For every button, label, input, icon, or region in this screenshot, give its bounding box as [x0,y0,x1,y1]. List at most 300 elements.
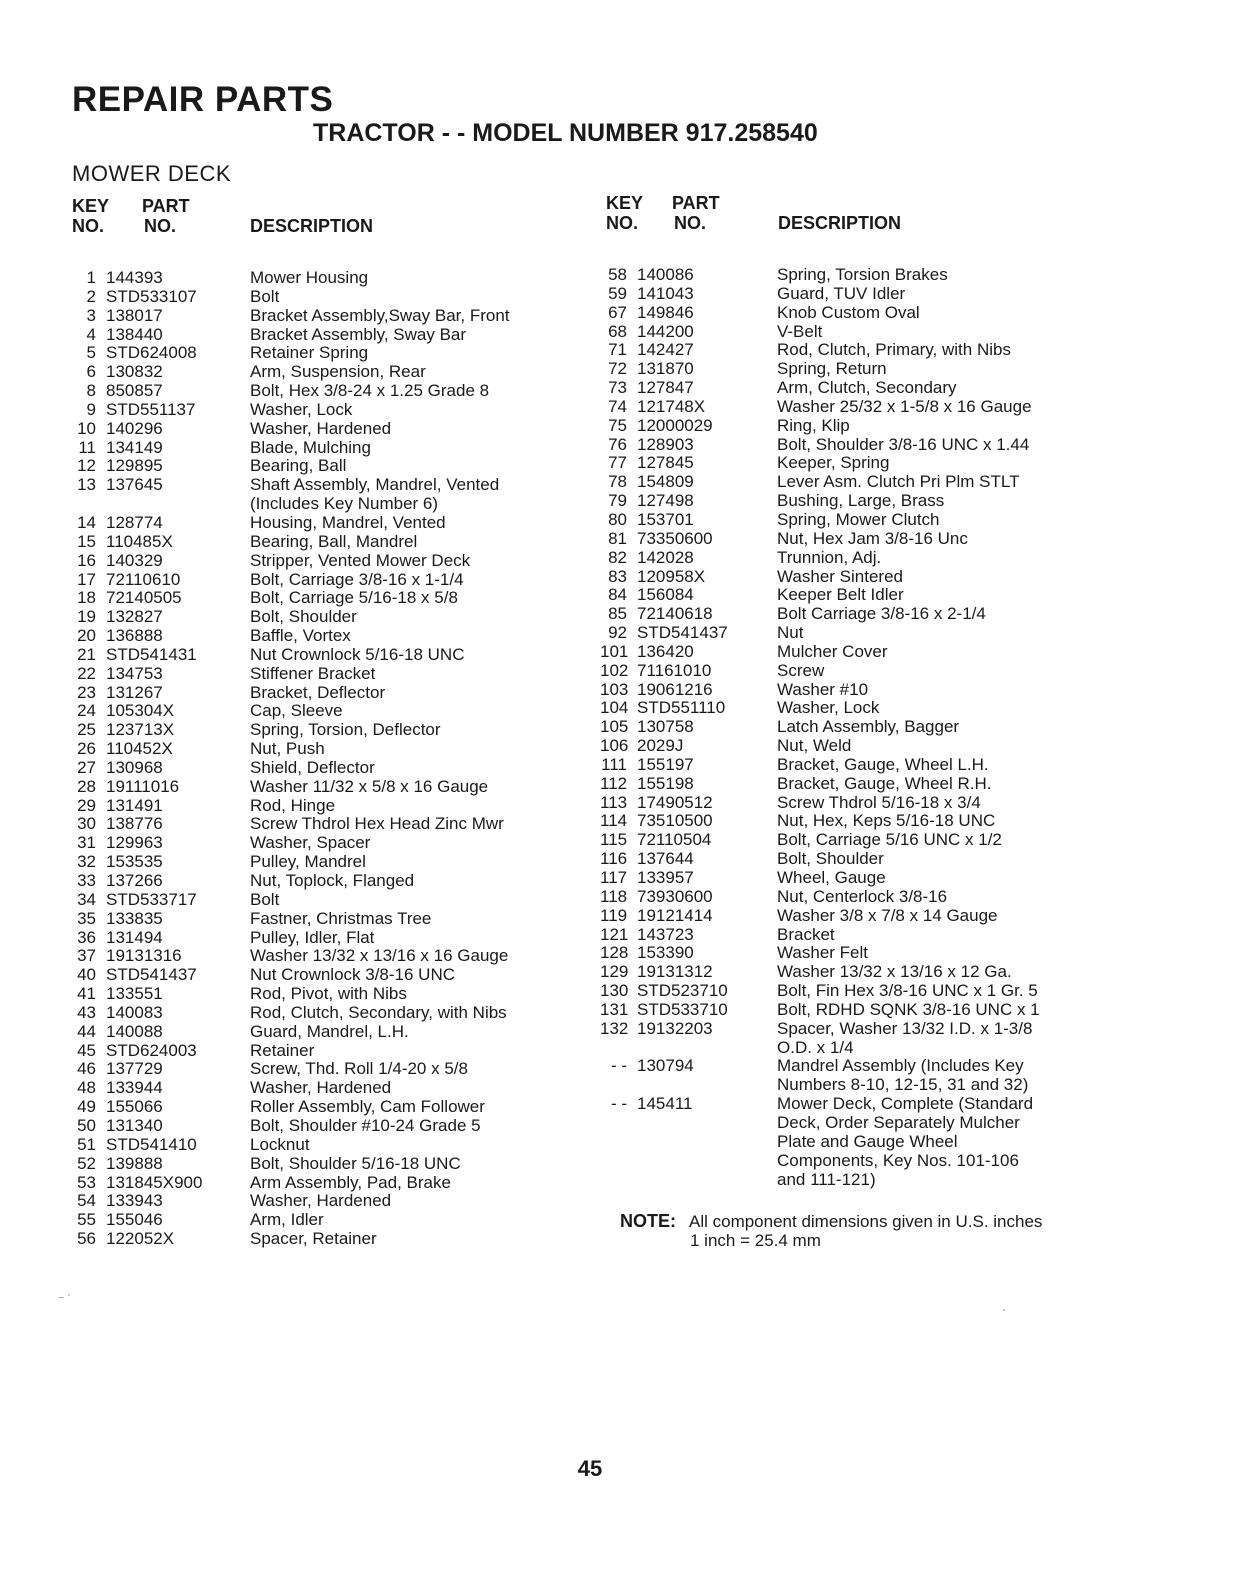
description-line: Bolt, Shoulder [250,607,357,627]
key-number: 37 [77,946,96,966]
part-row [72,1230,570,1249]
part-description [250,759,570,778]
key-number: 75 [608,415,627,435]
description-line: Bearing, Ball [250,456,347,476]
part-description [250,439,570,458]
part-description [777,718,1087,737]
part-row [600,794,1087,813]
part-description [777,681,1087,700]
part-description [250,1079,570,1098]
part-number: 142028 [637,547,694,567]
part-description [777,1057,1087,1095]
part-description [250,684,570,703]
key-number: 22 [77,663,96,683]
part-number: 131491 [106,795,163,815]
part-number: 153535 [106,852,163,872]
part-description [777,624,1087,643]
part-row [600,812,1087,831]
part-row [72,665,570,684]
part-number: STD541431 [106,644,197,664]
page-title: REPAIR PARTS [72,80,334,119]
key-number: 129 [600,962,629,982]
key-number: 52 [77,1153,96,1173]
description-line: Bracket, Gauge, Wheel R.H. [777,773,992,793]
part-row [600,549,1087,568]
description-line: Bolt, Carriage 5/16-18 x 5/8 [250,588,458,608]
part-row [72,985,570,1004]
key-number: 59 [608,283,627,303]
key-header-line2: NO. [72,216,105,236]
description-line: Bracket, Gauge, Wheel L.H. [777,754,989,774]
description-line: Bolt, Fin Hex 3/8-16 UNC x 1 Gr. 5 [777,981,1038,1001]
description-line: Washer, Hardened [250,1078,392,1098]
description-line: Washer, Hardened [250,1191,392,1211]
key-no-header [606,193,643,233]
description-line: Bolt, RDHD SQNK 3/8-16 UNC x 1 [777,999,1040,1019]
description-line: Nut, Hex Jam 3/8-16 Unc [777,528,968,548]
part-description [250,665,570,684]
part-row [600,605,1087,624]
description-line: Bracket Assembly,Sway Bar, Front [250,305,510,325]
key-number: 14 [77,512,96,532]
part-number: 129895 [106,456,163,476]
key-number: 106 [600,736,629,756]
part-row [72,1155,570,1174]
key-number: 72 [608,359,627,379]
part-row [72,1136,570,1155]
part-row [72,1211,570,1230]
description-line: Washer Sintered [777,566,903,586]
part-number: STD533107 [106,286,197,306]
part-row [72,1060,570,1079]
key-number: 36 [77,927,96,947]
part-description [777,982,1087,1001]
part-row [600,944,1087,963]
part-number: 72140505 [106,588,182,608]
part-description [777,360,1087,379]
description-line: Baffle, Vortex [250,626,351,646]
part-description [250,1098,570,1117]
part-description [250,457,570,476]
part-description [777,379,1087,398]
key-number: 130 [600,981,629,1001]
part-description [250,853,570,872]
description-line: Retainer Spring [250,343,369,363]
description-line: Washer Felt [777,943,869,963]
part-row [600,586,1087,605]
part-description [250,589,570,608]
part-description [250,1155,570,1174]
key-header-line1: KEY [606,193,644,213]
part-description [777,454,1087,473]
part-number: 133835 [106,908,163,928]
description-line: Bracket Assembly, Sway Bar [250,324,467,344]
part-row [600,1001,1087,1020]
part-description [250,872,570,891]
part-description [250,533,570,552]
part-row [72,363,570,382]
key-number: 54 [77,1191,96,1211]
part-number: 71161010 [637,660,712,680]
part-row [72,759,570,778]
description-line: Bolt, Shoulder 3/8-16 UNC x 1.44 [777,434,1030,454]
key-number: 21 [77,644,96,664]
part-number: 133943 [106,1191,163,1211]
part-header-line1: PART [672,193,720,213]
part-number: 134753 [106,663,163,683]
part-row [600,436,1087,455]
part-number: 120958X [637,566,706,586]
description-line: Bearing, Ball, Mandrel [250,531,418,551]
part-row [72,797,570,816]
part-number: 154809 [637,472,694,492]
part-description [250,401,570,420]
description-line: Arm Assembly, Pad, Brake [250,1172,451,1192]
part-number: 155066 [106,1097,163,1117]
part-description [777,266,1087,285]
description-line: Spacer, Washer 13/32 I.D. x 1-3/8 [777,1018,1033,1038]
key-number: 58 [608,265,627,284]
part-number: 19131312 [637,962,713,982]
key-header-line1: KEY [72,196,110,216]
description-line: Bushing, Large, Brass [777,491,945,511]
part-row [72,401,570,420]
part-description [777,1020,1087,1058]
part-row [600,454,1087,473]
part-number: 130968 [106,757,163,777]
description-line: Spacer, Retainer [250,1229,377,1249]
description-line: Blade, Mulching [250,437,371,457]
key-number: 8 [86,381,96,401]
part-description [250,382,570,401]
part-description [250,552,570,571]
description-line: Nut, Toplock, Flanged [250,871,415,890]
part-row [600,285,1087,304]
part-description [250,1023,570,1042]
description-line: Trunnion, Adj. [777,547,882,567]
part-number: 72110610 [106,569,181,589]
description-header: DESCRIPTION [778,213,902,233]
part-row [600,907,1087,926]
part-number: 128903 [637,434,694,454]
part-number: 850857 [106,381,163,401]
part-description [250,740,570,759]
part-number: 145411 [637,1094,693,1114]
key-number: 27 [77,757,96,777]
part-row [72,721,570,740]
description-line: Washer, Lock [250,399,353,419]
description-line: Wheel, Gauge [777,868,886,887]
part-number: 140329 [106,550,163,570]
model-subtitle: TRACTOR - - MODEL NUMBER 917.258540 [313,119,818,147]
part-description [777,304,1087,323]
part-description [250,797,570,816]
key-number: 32 [77,852,96,872]
key-number: 45 [77,1040,96,1060]
key-number: 114 [600,811,628,831]
part-description [777,794,1087,813]
part-description [777,285,1087,304]
part-row [600,699,1087,718]
part-row [72,1023,570,1042]
key-number: 18 [77,588,96,608]
part-number: 132827 [106,607,163,627]
part-row [600,775,1087,794]
part-number: 137645 [106,475,163,495]
description-line: Spring, Return [777,359,887,379]
description-line: Deck, Order Separately Mulcher [777,1112,1020,1132]
key-header-line2: NO. [606,213,639,233]
part-number: 136420 [637,641,694,661]
part-row [600,982,1087,1001]
key-number: 131 [600,999,629,1019]
part-description [250,514,570,533]
part-row [72,684,570,703]
key-number: 105 [600,717,629,737]
part-number: 131845X900 [106,1172,203,1192]
description-line: Arm, Suspension, Rear [250,362,426,382]
part-number: 19131316 [106,946,182,966]
key-number: 92 [608,623,627,643]
description-line: Bracket [777,924,835,944]
part-description [250,1042,570,1061]
description-line: Ring, Klip [777,415,850,435]
description-line: Bolt Carriage 3/8-16 x 2-1/4 [777,604,986,624]
description-line: Pulley, Idler, Flat [250,927,375,947]
part-row [72,1042,570,1061]
part-row [600,492,1087,511]
part-description [777,869,1087,888]
key-number: 23 [77,682,96,702]
key-number: 40 [77,965,96,985]
key-number: 28 [77,776,96,796]
part-description [777,417,1087,436]
part-description [250,476,570,514]
part-description [250,420,570,439]
part-description [250,344,570,363]
part-row [600,888,1087,907]
part-row [72,288,570,307]
part-number: 127498 [637,491,694,511]
part-row [72,872,570,891]
part-row [600,718,1087,737]
part-number: 131340 [106,1115,163,1135]
part-number: 144200 [637,321,694,341]
part-number: 105304X [106,701,175,721]
key-number: 119 [600,905,628,925]
part-number: 122052X [106,1229,175,1249]
part-header-line2: NO. [144,216,177,236]
part-number: 136888 [106,626,163,646]
part-row [72,269,570,288]
part-row [600,737,1087,756]
description-line: Washer, Hardened [250,418,392,438]
description-line: Keeper, Spring [777,453,890,473]
key-number: 10 [77,418,96,438]
part-description [777,341,1087,360]
part-row [72,552,570,571]
part-row [600,417,1087,436]
part-number: 129963 [106,833,163,853]
part-description [777,530,1087,549]
key-number: 29 [77,795,96,815]
description-line: Bolt, Shoulder 5/16-18 UNC [250,1153,461,1173]
part-number: STD551137 [106,399,196,419]
key-number: - - [610,1094,627,1114]
key-number: 111 [601,754,627,774]
part-row [72,571,570,590]
part-description [250,947,570,966]
description-line: Arm, Idler [250,1210,324,1230]
part-row [72,589,570,608]
key-number: 35 [77,908,96,928]
part-number: STD533710 [637,999,728,1019]
part-row [72,834,570,853]
part-number: 155046 [106,1210,163,1230]
part-row [600,850,1087,869]
note-text: All component dimensions given in U.S. inches [689,1212,1043,1231]
part-row [72,910,570,929]
part-description [250,891,570,910]
left-parts-list [72,269,570,1249]
part-number: 133551 [106,984,163,1004]
part-number: 138017 [106,305,163,325]
page-number: 45 [577,1456,603,1481]
part-description [777,473,1087,492]
key-number: 113 [600,792,628,812]
part-description [777,699,1087,718]
part-row [600,530,1087,549]
part-number: 149846 [637,302,694,322]
key-number: 121 [600,924,629,944]
description-line: (Includes Key Number 6) [250,494,439,514]
part-row [600,869,1087,888]
part-number: 131267 [106,682,163,702]
part-row [72,1117,570,1136]
part-number: STD541437 [637,623,728,643]
description-line: Nut Crownlock 5/16-18 UNC [250,644,465,664]
part-number: 19111016 [106,776,180,796]
part-number: 134149 [106,437,163,457]
description-line: V-Belt [777,321,823,341]
part-number: 137729 [106,1059,163,1079]
part-row [72,778,570,797]
key-number: 102 [600,660,629,680]
description-line: Pulley, Mandrel [250,852,366,872]
key-number: 53 [77,1172,96,1192]
part-number: 138776 [106,814,163,834]
key-number: 4 [86,324,96,344]
description-line: Bracket, Deflector [250,682,386,702]
part-row [600,681,1087,700]
description-line: Housing, Mandrel, Vented [250,512,446,532]
part-row [72,608,570,627]
key-number: 116 [600,849,628,869]
part-row [600,266,1087,285]
key-number: 3 [86,305,96,325]
part-row [72,307,570,326]
part-number: 130794 [637,1056,694,1076]
part-no-header [668,193,720,233]
description-line: Bolt, Shoulder [777,849,884,869]
part-no-header [138,196,190,236]
key-number: 115 [600,830,628,850]
description-line: Numbers 8-10, 12-15, 31 and 32) [777,1075,1029,1095]
part-number: 140296 [106,418,163,438]
part-description [250,1174,570,1193]
key-number: 33 [77,871,96,890]
part-row [600,379,1087,398]
scan-speck: · [1002,1302,1006,1316]
part-row [600,568,1087,587]
part-description [777,568,1087,587]
part-number: 127847 [637,378,694,398]
part-description [777,926,1087,945]
description-line: Screw Thdrol 5/16-18 x 3/4 [777,792,981,812]
description-line: Guard, Mandrel, L.H. [250,1021,409,1041]
key-number: 77 [608,453,627,473]
part-description [777,586,1087,605]
description-line: Rod, Hinge [250,795,336,815]
key-number: 117 [600,868,628,887]
description-line: Spring, Torsion Brakes [777,265,948,284]
description-line: Screw [777,660,825,680]
part-description [777,775,1087,794]
key-number: 73 [608,378,627,398]
part-row [72,420,570,439]
description-line: Plate and Gauge Wheel [777,1131,958,1151]
part-number: 19121414 [637,905,713,925]
description-line: Screw, Thd. Roll 1/4-20 x 5/8 [250,1059,468,1079]
key-number: 79 [608,491,627,511]
description-line: Bolt, Carriage 5/16 UNC x 1/2 [777,830,1002,850]
part-number: 73510500 [637,811,713,831]
key-no-header [72,196,109,236]
part-number: 143723 [637,924,694,944]
part-description [777,605,1087,624]
part-row [72,853,570,872]
part-description [777,492,1087,511]
part-description [250,910,570,929]
key-number: 46 [77,1059,96,1079]
key-number: 44 [77,1021,96,1041]
description-line: Nut, Centerlock 3/8-16 [777,886,948,906]
note-conversion: 1 inch = 25.4 mm [690,1231,821,1250]
part-number: 128774 [106,512,163,532]
part-description [250,721,570,740]
key-number: 26 [77,739,96,759]
key-number: 20 [77,626,96,646]
description-line: Bolt [250,889,280,909]
part-description [777,398,1087,417]
part-row [72,439,570,458]
key-number: 34 [77,889,96,909]
part-row [600,1095,1087,1189]
part-description [777,944,1087,963]
part-number: 137644 [637,849,694,869]
description-line: Bolt, Carriage 3/8-16 x 1-1/4 [250,569,464,589]
key-number: 80 [608,509,627,529]
part-row [600,662,1087,681]
part-row [600,1057,1087,1095]
description-line: Spring, Torsion, Deflector [250,720,441,740]
key-number: 19 [77,607,96,627]
part-description [777,831,1087,850]
part-description [250,1060,570,1079]
description-line: Washer, Spacer [250,833,371,853]
part-description [777,643,1087,662]
key-number: 31 [77,833,96,853]
